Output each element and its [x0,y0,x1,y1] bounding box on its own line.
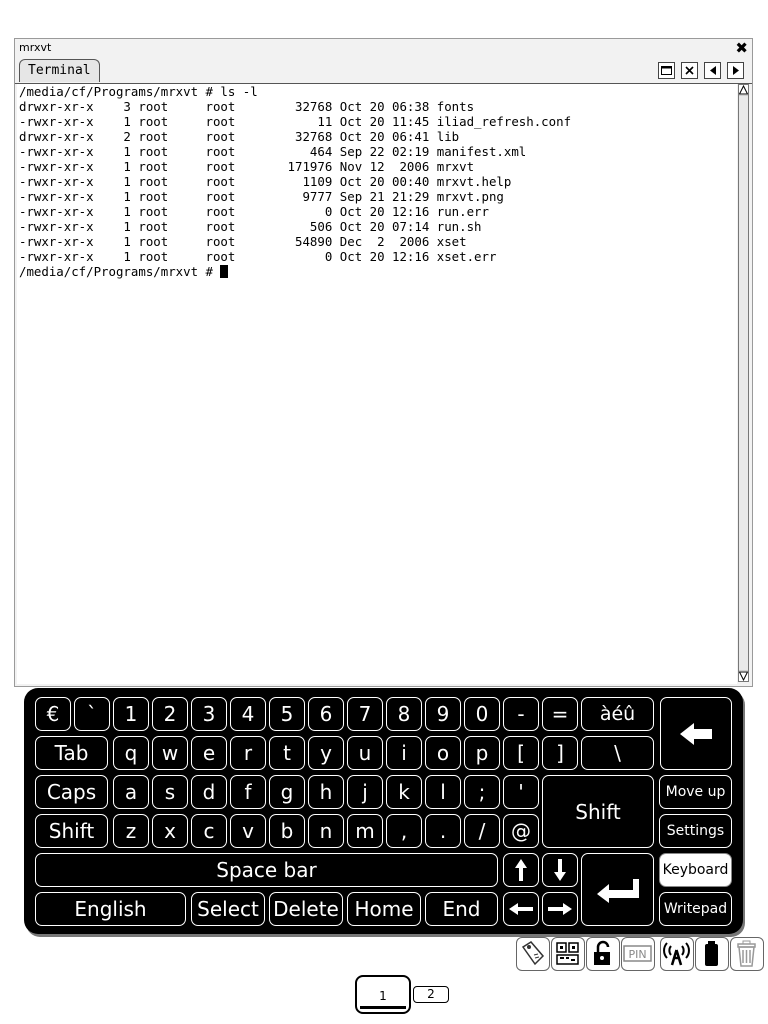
wireless-icon[interactable] [660,937,694,971]
title-bar [15,39,752,57]
key-s[interactable]: s [152,775,188,809]
key-y[interactable]: y [308,736,344,770]
key-h[interactable]: h [308,775,344,809]
key-c[interactable]: c [191,814,227,848]
key-keyboard[interactable]: Keyboard [659,853,732,887]
key-f[interactable]: f [230,775,266,809]
key-settings[interactable]: Settings [659,814,732,848]
key-shift-left[interactable]: Shift [35,814,108,848]
key-b[interactable]: b [269,814,305,848]
key-9[interactable]: 9 [425,697,461,731]
terminal-line: drwxr-xr-x 3 root root 32768 Oct 20 06:38 fonts [19,99,475,114]
close-tab-icon[interactable] [681,62,698,79]
trash-icon[interactable] [730,937,764,971]
text-cursor [220,265,228,278]
close-window-icon[interactable]: ✖ [735,39,748,57]
svg-text:PIN: PIN [628,948,647,961]
key-end[interactable]: End [425,892,498,926]
enter-icon [595,877,641,903]
key-4[interactable]: 4 [230,697,266,731]
key-accents[interactable]: àéû [581,697,654,731]
key-arrow-right[interactable] [542,892,578,926]
previous-tab-icon[interactable] [704,62,721,79]
key-1[interactable]: 1 [113,697,149,731]
key-k[interactable]: k [386,775,422,809]
key-left-bracket[interactable]: [ [503,736,539,770]
key-w[interactable]: w [152,736,188,770]
key-m[interactable]: m [347,814,383,848]
page-1-label: 1 [379,989,387,1003]
key-x[interactable]: x [152,814,188,848]
backspace-arrow-icon [678,722,714,746]
key-tab[interactable]: Tab [35,736,108,770]
key-minus[interactable]: - [503,697,539,731]
key-5[interactable]: 5 [269,697,305,731]
key-t[interactable]: t [269,736,305,770]
connect-icon[interactable] [551,937,585,971]
key-caps[interactable]: Caps [35,775,108,809]
key-move-up[interactable]: Move up [659,775,732,809]
key-v[interactable]: v [230,814,266,848]
on-screen-keyboard [24,688,743,934]
right-arrow-icon [547,902,573,916]
key-8[interactable]: 8 [386,697,422,731]
key-right-bracket[interactable]: ] [542,736,578,770]
key-j[interactable]: j [347,775,383,809]
tab-bar [15,57,752,84]
key-space-bar[interactable]: Space bar [35,853,498,887]
lock-open-icon[interactable] [586,937,620,971]
terminal-line: -rwxr-xr-x 1 root root 1109 Oct 20 00:40 mrxvt.help [19,174,512,189]
pin-icon[interactable] [621,937,655,971]
key-slash[interactable]: / [464,814,500,848]
key-u[interactable]: u [347,736,383,770]
command-line: /media/cf/Programs/mrxvt # ls -l [19,84,258,99]
key-euro[interactable]: € [35,697,71,731]
key-select[interactable]: Select [191,892,265,926]
terminal-line: -rwxr-xr-x 1 root root 11 Oct 20 11:45 iliad_refresh.conf [19,114,572,129]
key-e[interactable]: e [191,736,227,770]
up-arrow-icon [514,858,528,882]
key-arrow-up[interactable] [503,853,539,887]
terminal-text [17,84,737,279]
key-6[interactable]: 6 [308,697,344,731]
key-comma[interactable]: , [386,814,422,848]
scroll-down-icon[interactable] [739,671,748,681]
key-at[interactable]: @ [503,814,539,848]
key-arrow-down[interactable] [542,853,578,887]
key-delete[interactable]: Delete [269,892,343,926]
terminal-line: -rwxr-xr-x 1 root root 0 Oct 20 12:16 xset.err [19,249,497,264]
key-7[interactable]: 7 [347,697,383,731]
terminal-line: -rwxr-xr-x 1 root root 54890 Dec 2 2006 xset [19,234,467,249]
key-backslash[interactable]: \ [581,736,654,770]
key-semicolon[interactable]: ; [464,775,500,809]
new-tab-icon[interactable] [658,62,675,79]
key-writepad[interactable]: Writepad [659,892,732,926]
battery-icon [695,937,729,971]
key-d[interactable]: d [191,775,227,809]
terminal-output[interactable] [17,84,737,684]
active-page-indicator [360,1006,406,1009]
scrollbar[interactable] [738,84,749,682]
scrollbar-thumb[interactable] [739,96,748,670]
key-o[interactable]: o [425,736,461,770]
page-2-tab[interactable]: 2 [413,986,449,1003]
terminal-line: -rwxr-xr-x 1 root root 171976 Nov 12 2006 mrxvt [19,159,475,174]
key-backtick[interactable]: ` [74,697,110,731]
key-i[interactable]: i [386,736,422,770]
scroll-up-icon[interactable] [739,85,748,95]
terminal-line: -rwxr-xr-x 1 root root 0 Oct 20 12:16 run.err [19,204,489,219]
key-a[interactable]: a [113,775,149,809]
key-n[interactable]: n [308,814,344,848]
key-arrow-left[interactable] [503,892,539,926]
key-p[interactable]: p [464,736,500,770]
terminal-line: -rwxr-xr-x 1 root root 464 Sep 22 02:19 manifest.xml [19,144,527,159]
terminal-line: -rwxr-xr-x 1 root root 506 Oct 20 07:14 run.sh [19,219,482,234]
window-title: mrxvt [19,41,52,54]
tab-terminal[interactable]: Terminal [19,59,100,82]
down-arrow-icon [553,858,567,882]
key-z[interactable]: z [113,814,149,848]
key-apostrophe[interactable]: ' [503,775,539,809]
key-enter[interactable] [581,853,654,926]
left-arrow-icon [508,902,534,916]
key-backspace[interactable] [660,697,732,770]
key-period[interactable]: . [425,814,461,848]
key-equals[interactable]: = [542,697,578,731]
key-q[interactable]: q [113,736,149,770]
page-1-tab[interactable] [355,975,411,1014]
key-g[interactable]: g [269,775,305,809]
key-shift-right[interactable]: Shift [542,775,654,848]
key-0[interactable]: 0 [464,697,500,731]
key-home[interactable]: Home [347,892,421,926]
key-english[interactable]: English [35,892,186,926]
key-2[interactable]: 2 [152,697,188,731]
terminal-line: -rwxr-xr-x 1 root root 9777 Sep 21 21:29 mrxvt.png [19,189,504,204]
key-3[interactable]: 3 [191,697,227,731]
prompt-line: /media/cf/Programs/mrxvt # [19,264,221,279]
next-tab-icon[interactable] [727,62,744,79]
key-r[interactable]: r [230,736,266,770]
key-l[interactable]: l [425,775,461,809]
terminal-window [14,38,753,687]
terminal-line: drwxr-xr-x 2 root root 32768 Oct 20 06:41 lib [19,129,460,144]
tag-icon[interactable] [516,937,550,971]
